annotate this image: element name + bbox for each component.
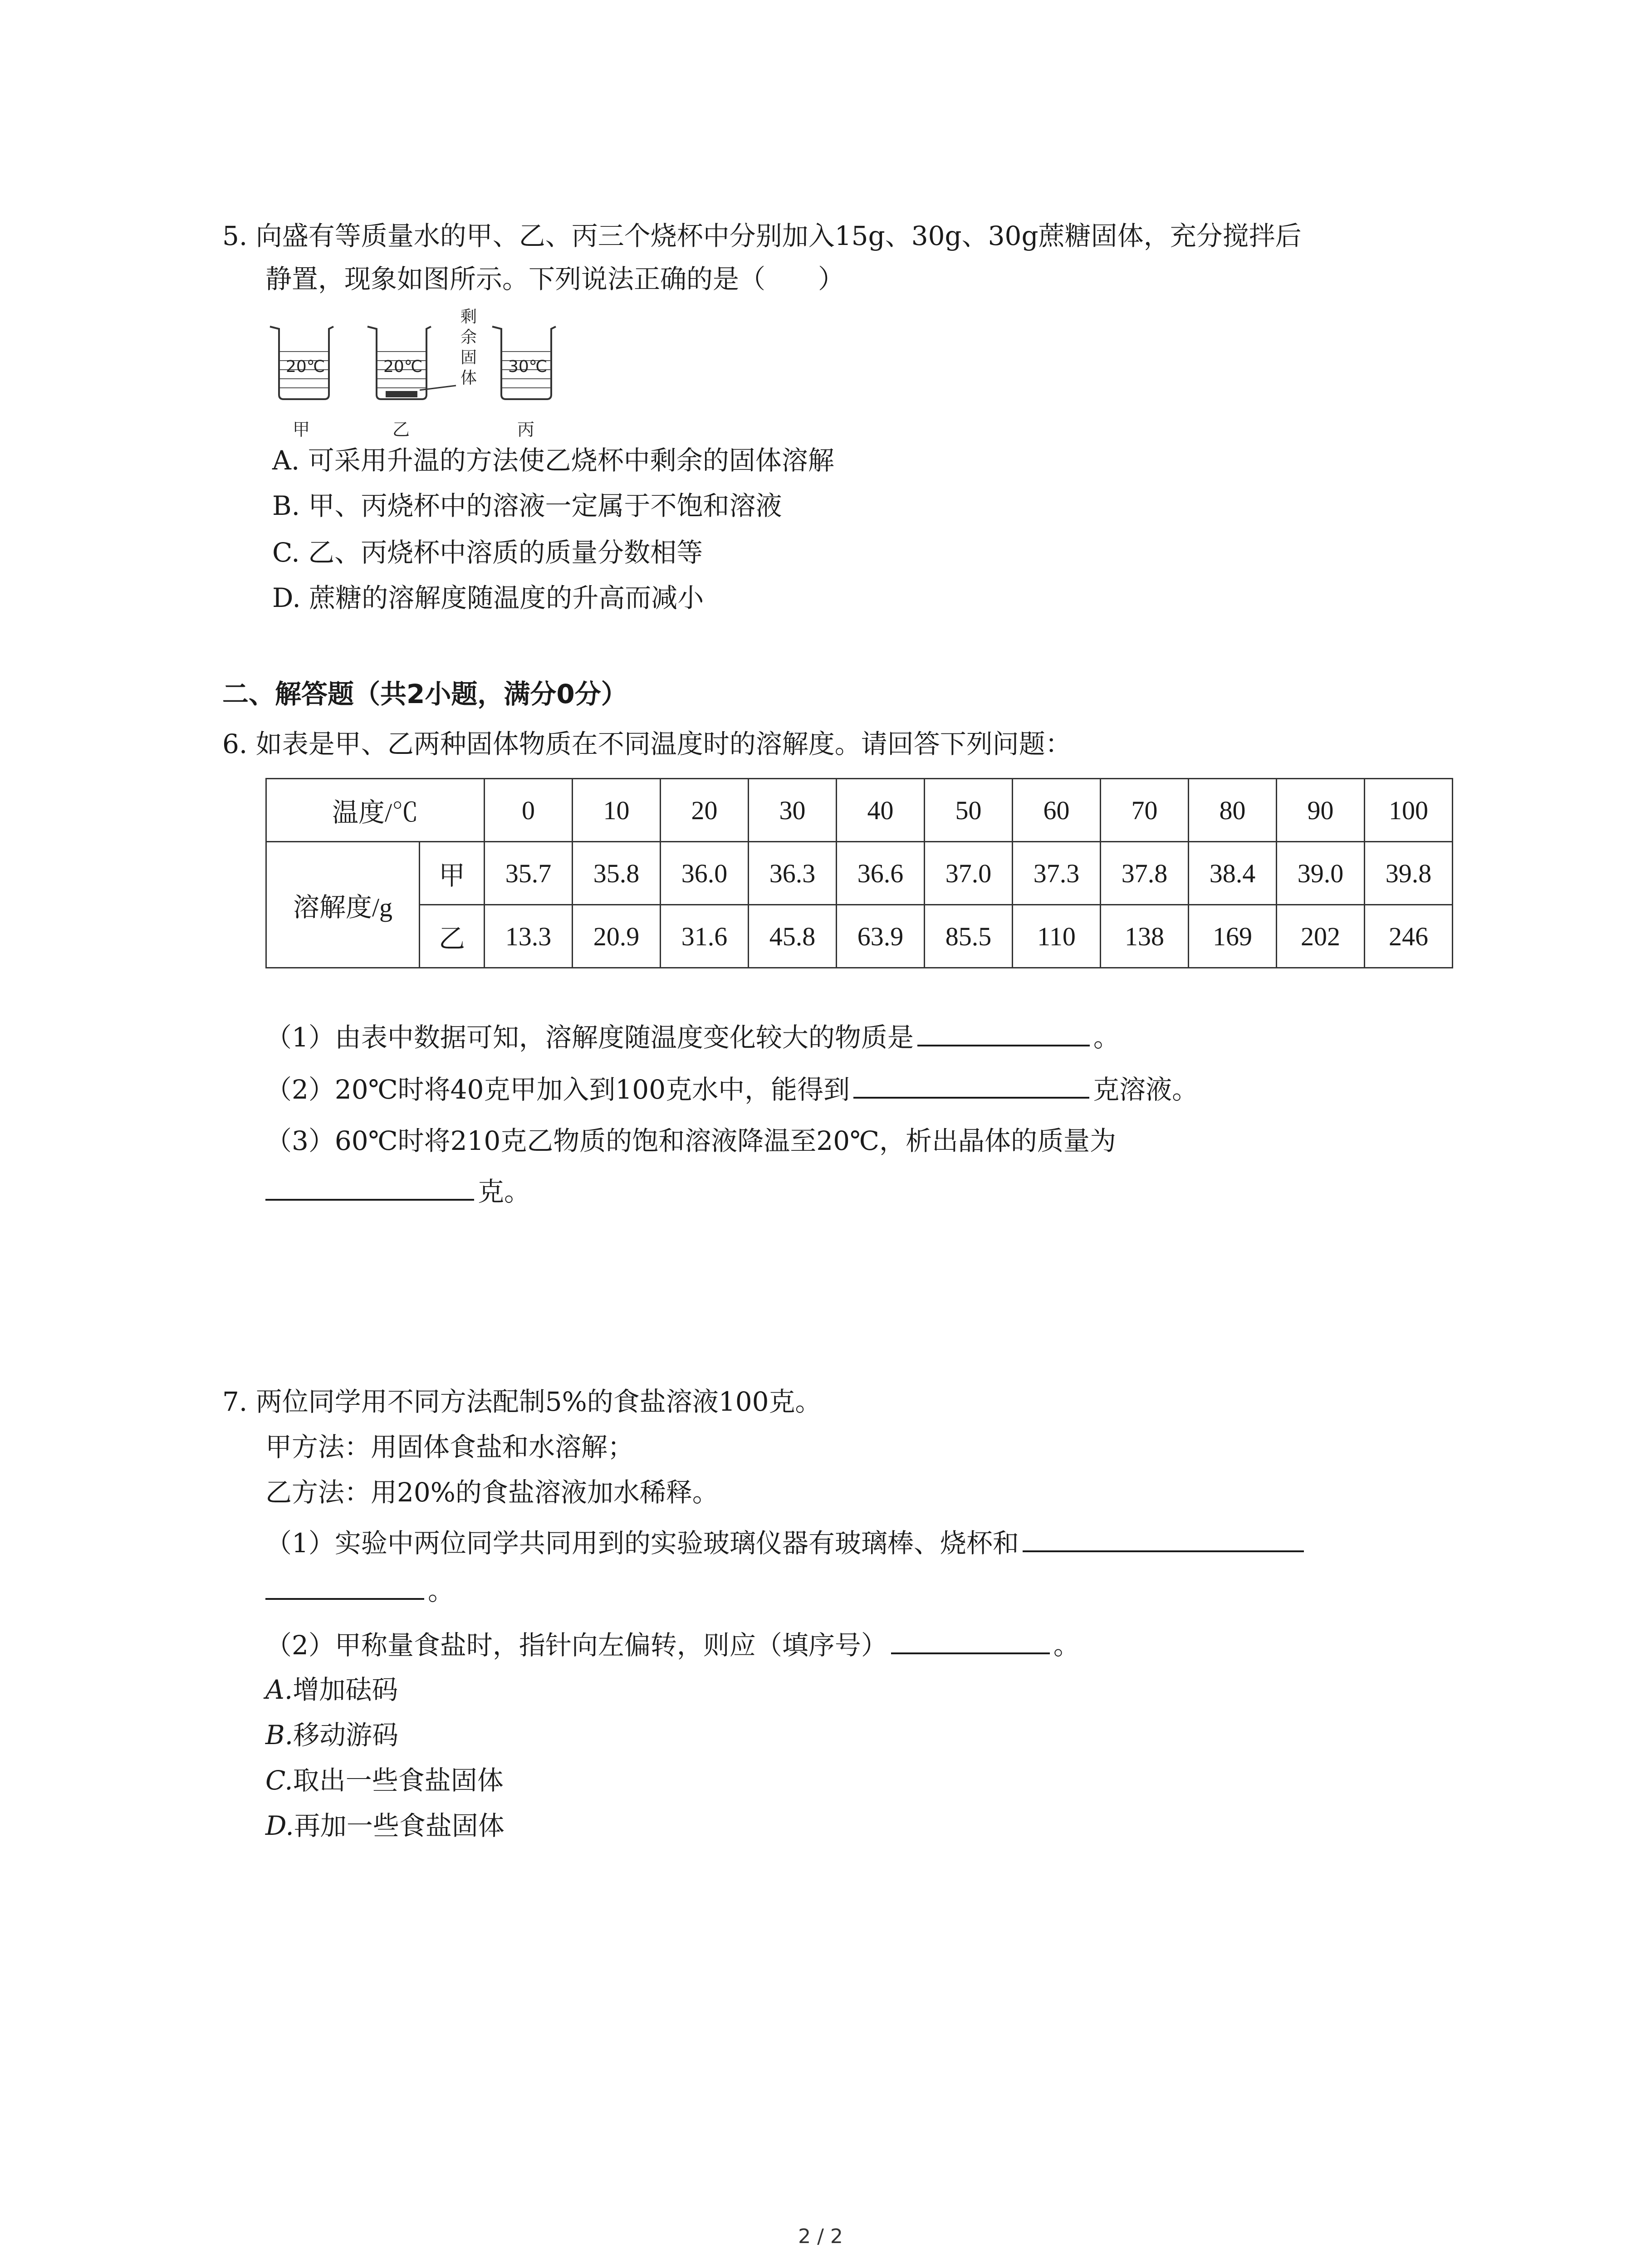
answer-blank[interactable] <box>917 1018 1090 1046</box>
answer-blank[interactable] <box>853 1070 1089 1099</box>
q5-stem-line1: 5. 向盛有等质量水的甲、乙、丙三个烧杯中分别加入15g、30g、30g蔗糖固体，充分搅拌后 <box>222 220 1302 251</box>
choice-text: 增加砝码 <box>293 1674 398 1705</box>
temp-label-bing: 30℃ <box>508 357 548 376</box>
value-cell: 39.0 <box>1277 842 1365 905</box>
q7-sub1-period: 。 <box>428 1575 455 1606</box>
q6-sub3-suffix: 克。 <box>478 1176 531 1207</box>
answer-blank[interactable] <box>265 1572 424 1600</box>
q7-choice-c <box>265 1762 504 1799</box>
temp-cell: 0 <box>485 779 573 842</box>
temp-cell: 100 <box>1365 779 1453 842</box>
q6-intro: 6. 如表是甲、乙两种固体物质在不同温度时的溶解度。请回答下列问题： <box>222 728 1072 759</box>
q6-sub2-suffix: 克溶液。 <box>1093 1074 1199 1105</box>
q7-intro: 7. 两位同学用不同方法配制5%的食盐溶液100克。 <box>222 1386 822 1417</box>
choice-letter: B. <box>265 1720 294 1750</box>
q7-sub2 <box>265 1626 1080 1663</box>
q7-method-jia: 甲方法：用固体食盐和水溶解； <box>265 1432 634 1462</box>
temp-cell: 70 <box>1101 779 1189 842</box>
beakers-diagram <box>265 308 583 449</box>
residue-solid <box>386 391 417 397</box>
temp-cell: 30 <box>749 779 837 842</box>
choice-letter: C. <box>265 1765 293 1796</box>
page-number: 2 / 2 <box>798 2225 843 2248</box>
value-cell: 13.3 <box>485 905 573 968</box>
table-row-yi <box>266 905 1453 968</box>
temp-cell: 90 <box>1277 779 1365 842</box>
value-cell: 85.5 <box>925 905 1013 968</box>
q5-option-c: C. 乙、丙烧杯中溶质的质量分数相等 <box>272 537 703 568</box>
residue-label-1: 剩 <box>460 308 477 326</box>
value-cell: 35.7 <box>485 842 573 905</box>
q6-sub3: （3）60℃时将210克乙物质的饱和溶液降温至20℃，析出晶体的质量为 <box>265 1125 1116 1156</box>
q7-choice-d <box>265 1808 505 1844</box>
q6-sub2-text: （2）20℃时将40克甲加入到100克水中，能得到 <box>265 1074 850 1105</box>
residue-label-4: 体 <box>460 369 477 387</box>
solubility-header-cell <box>266 842 420 968</box>
temp-cell: 80 <box>1189 779 1277 842</box>
q5-stem-line2: 静置，现象如图所示。下列说法正确的是（ ） <box>265 264 845 294</box>
residue-label-3: 固 <box>460 348 477 367</box>
q7-sub1-text: （1）实验中两位同学共同用到的实验玻璃仪器有玻璃棒、烧杯和 <box>265 1528 1019 1559</box>
section-title: 二、解答题（共2小题，满分0分） <box>222 679 627 709</box>
value-cell: 38.4 <box>1189 842 1277 905</box>
q5-option-b: B. 甲、丙烧杯中的溶液一定属于不饱和溶液 <box>272 490 782 521</box>
value-cell: 202 <box>1277 905 1365 968</box>
value-cell: 110 <box>1013 905 1101 968</box>
temp-cell: 40 <box>837 779 925 842</box>
value-cell: 169 <box>1189 905 1277 968</box>
substance-cell-yi: 乙 <box>420 905 485 968</box>
q6-sub3-cont <box>265 1173 530 1210</box>
q7-sub1 <box>265 1524 1308 1561</box>
value-cell: 63.9 <box>837 905 925 968</box>
answer-blank[interactable] <box>265 1173 474 1201</box>
value-cell: 31.6 <box>661 905 749 968</box>
temp-cell: 10 <box>573 779 661 842</box>
temp-label-jia: 20℃ <box>286 357 325 376</box>
temp-header-cell: 温度/℃ <box>266 779 485 842</box>
beakers-figure <box>265 308 583 449</box>
choice-text: 移动游码 <box>293 1720 399 1750</box>
q7-sub1-cont <box>265 1572 454 1609</box>
q7-choice-b <box>265 1717 398 1753</box>
solubility-table <box>265 778 1453 968</box>
substance-cell-jia: 甲 <box>420 842 485 905</box>
answer-blank[interactable] <box>1023 1524 1304 1552</box>
answer-blank[interactable] <box>891 1626 1050 1654</box>
q6-sub1 <box>265 1018 1120 1056</box>
choice-text: 取出一些食盐固体 <box>293 1765 504 1796</box>
table-header-row <box>266 779 1453 842</box>
choice-letter: D. <box>265 1810 294 1841</box>
choice-text: 再加一些食盐固体 <box>294 1810 505 1841</box>
value-cell: 36.0 <box>661 842 749 905</box>
q5-option-d: D. 蔗糖的溶解度随温度的升高而减小 <box>272 582 704 613</box>
temp-cell: 50 <box>925 779 1013 842</box>
q5-option-a: A. 可采用升温的方法使乙烧杯中剩余的固体溶解 <box>272 445 834 476</box>
temp-cell: 60 <box>1013 779 1101 842</box>
value-cell: 36.3 <box>749 842 837 905</box>
q7-sub2-text: （2）甲称量食盐时，指针向左偏转，则应（填序号） <box>265 1630 887 1661</box>
value-cell: 35.8 <box>573 842 661 905</box>
value-cell: 37.8 <box>1101 842 1189 905</box>
residue-label-2: 余 <box>460 328 477 347</box>
q7-choice-a <box>265 1672 398 1708</box>
value-cell: 246 <box>1365 905 1453 968</box>
value-cell: 138 <box>1101 905 1189 968</box>
temp-cell: 20 <box>661 779 749 842</box>
q6-sub1-period: 。 <box>1093 1022 1120 1053</box>
value-cell: 20.9 <box>573 905 661 968</box>
value-cell: 45.8 <box>749 905 837 968</box>
value-cell: 37.0 <box>925 842 1013 905</box>
value-cell: 39.8 <box>1365 842 1453 905</box>
table-row-jia <box>266 842 1453 905</box>
q7-sub2-period: 。 <box>1053 1630 1080 1661</box>
temp-label-yi: 20℃ <box>383 357 423 376</box>
q6-sub1-text: （1）由表中数据可知，溶解度随温度变化较大的物质是 <box>265 1022 914 1053</box>
beaker-name-jia: 甲 <box>293 420 310 440</box>
choice-letter: A. <box>265 1674 293 1705</box>
beaker-name-bing: 丙 <box>517 420 535 440</box>
value-cell: 36.6 <box>837 842 925 905</box>
value-cell: 37.3 <box>1013 842 1101 905</box>
solubility-header-label: 溶解度/g <box>293 892 393 922</box>
beaker-name-yi: 乙 <box>392 420 410 440</box>
q6-sub2 <box>265 1070 1198 1108</box>
q7-method-yi: 乙方法：用20%的食盐溶液加水稀释。 <box>265 1477 719 1508</box>
